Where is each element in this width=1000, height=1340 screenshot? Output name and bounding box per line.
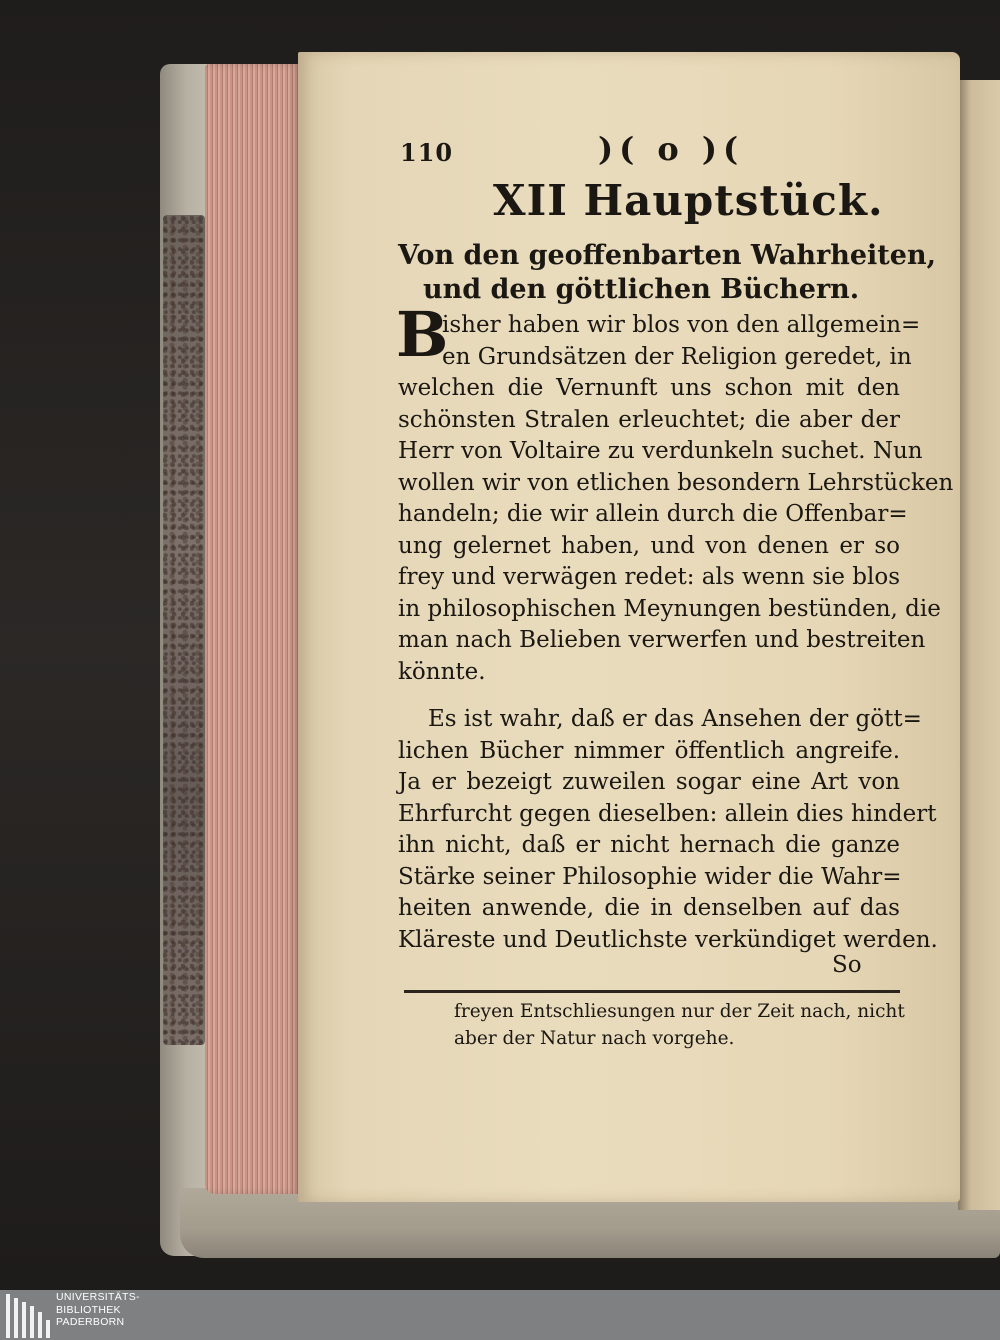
chapter-subtitle-line: Von den geoffenbarten Wahrheiten,: [398, 240, 936, 271]
text-line: man nach Belieben verwerfen und bestreiten: [398, 627, 926, 653]
footnote-rule: [404, 990, 900, 993]
text-line: wollen wir von etlichen besondern Lehrstücken: [398, 469, 954, 496]
library-footer-bar: [0, 1290, 1000, 1340]
facing-page-edge: [958, 80, 1000, 1210]
paragraph-2: [398, 704, 938, 956]
text-line: ung gelernet haben, und von denen er so: [398, 532, 900, 559]
catchword: So: [832, 952, 862, 978]
text-line: in philosophischen Meynungen bestünden, die: [398, 595, 941, 622]
cover-marbling: [163, 215, 205, 1045]
text-line: Herr von Voltaire zu verdunkeln suchet. Nun: [398, 438, 923, 464]
text-line: handeln; die wir allein durch die Offenbar=: [398, 501, 908, 527]
header-ornament: )( o )(: [598, 130, 745, 168]
chapter-title: XII Hauptstück.: [493, 176, 884, 225]
library-name-line: BIBLIOTHEK: [56, 1303, 121, 1316]
text-line: lichen Bücher nimmer öffentlich angreife.: [398, 737, 900, 764]
text-line: ihn nicht, daß er nicht hernach die ganze: [398, 832, 900, 858]
drop-cap: B: [396, 298, 449, 371]
text-line: Ehrfurcht gegen dieselben: allein dies hindert: [398, 800, 937, 827]
text-line: Ja er bezeigt zuweilen sogar eine Art von: [398, 769, 900, 795]
chapter-subtitle-line: und den göttlichen Büchern.: [423, 274, 860, 305]
text-line: en Grundsätzen der Religion geredet, in: [442, 343, 912, 370]
text-line: schönsten Stralen erleuchtet; die aber der: [398, 406, 900, 433]
footnote-line: aber der Natur nach vorgehe.: [454, 1028, 735, 1049]
text-line: Es ist wahr, daß er das Ansehen der gött=: [428, 706, 922, 732]
text-line: könnte.: [398, 658, 486, 685]
page-edges: [205, 64, 300, 1194]
library-name-line: UNIVERSITÄTS-: [56, 1291, 140, 1303]
library-logo-icon: [6, 1294, 50, 1338]
library-name: [56, 1291, 140, 1329]
library-name-line: PADERBORN: [56, 1316, 125, 1328]
text-line: isher haben wir blos von den allgemein=: [442, 312, 921, 338]
text-line: welchen die Vernunft uns schon mit den: [398, 375, 900, 401]
paragraph-1: [398, 310, 954, 688]
text-line: heiten anwende, die in denselben auf das: [398, 895, 900, 921]
text-line: frey und verwägen redet: als wenn sie blos: [398, 564, 901, 590]
footnote-line: freyen Entschliesungen nur der Zeit nach, nicht: [454, 1001, 905, 1022]
text-line: Kläreste und Deutlichste verkündiget werden.: [398, 926, 938, 953]
page-number: 110: [400, 138, 454, 167]
footnote: [454, 998, 905, 1052]
text-line: Stärke seiner Philosophie wider die Wahr=: [398, 863, 902, 890]
